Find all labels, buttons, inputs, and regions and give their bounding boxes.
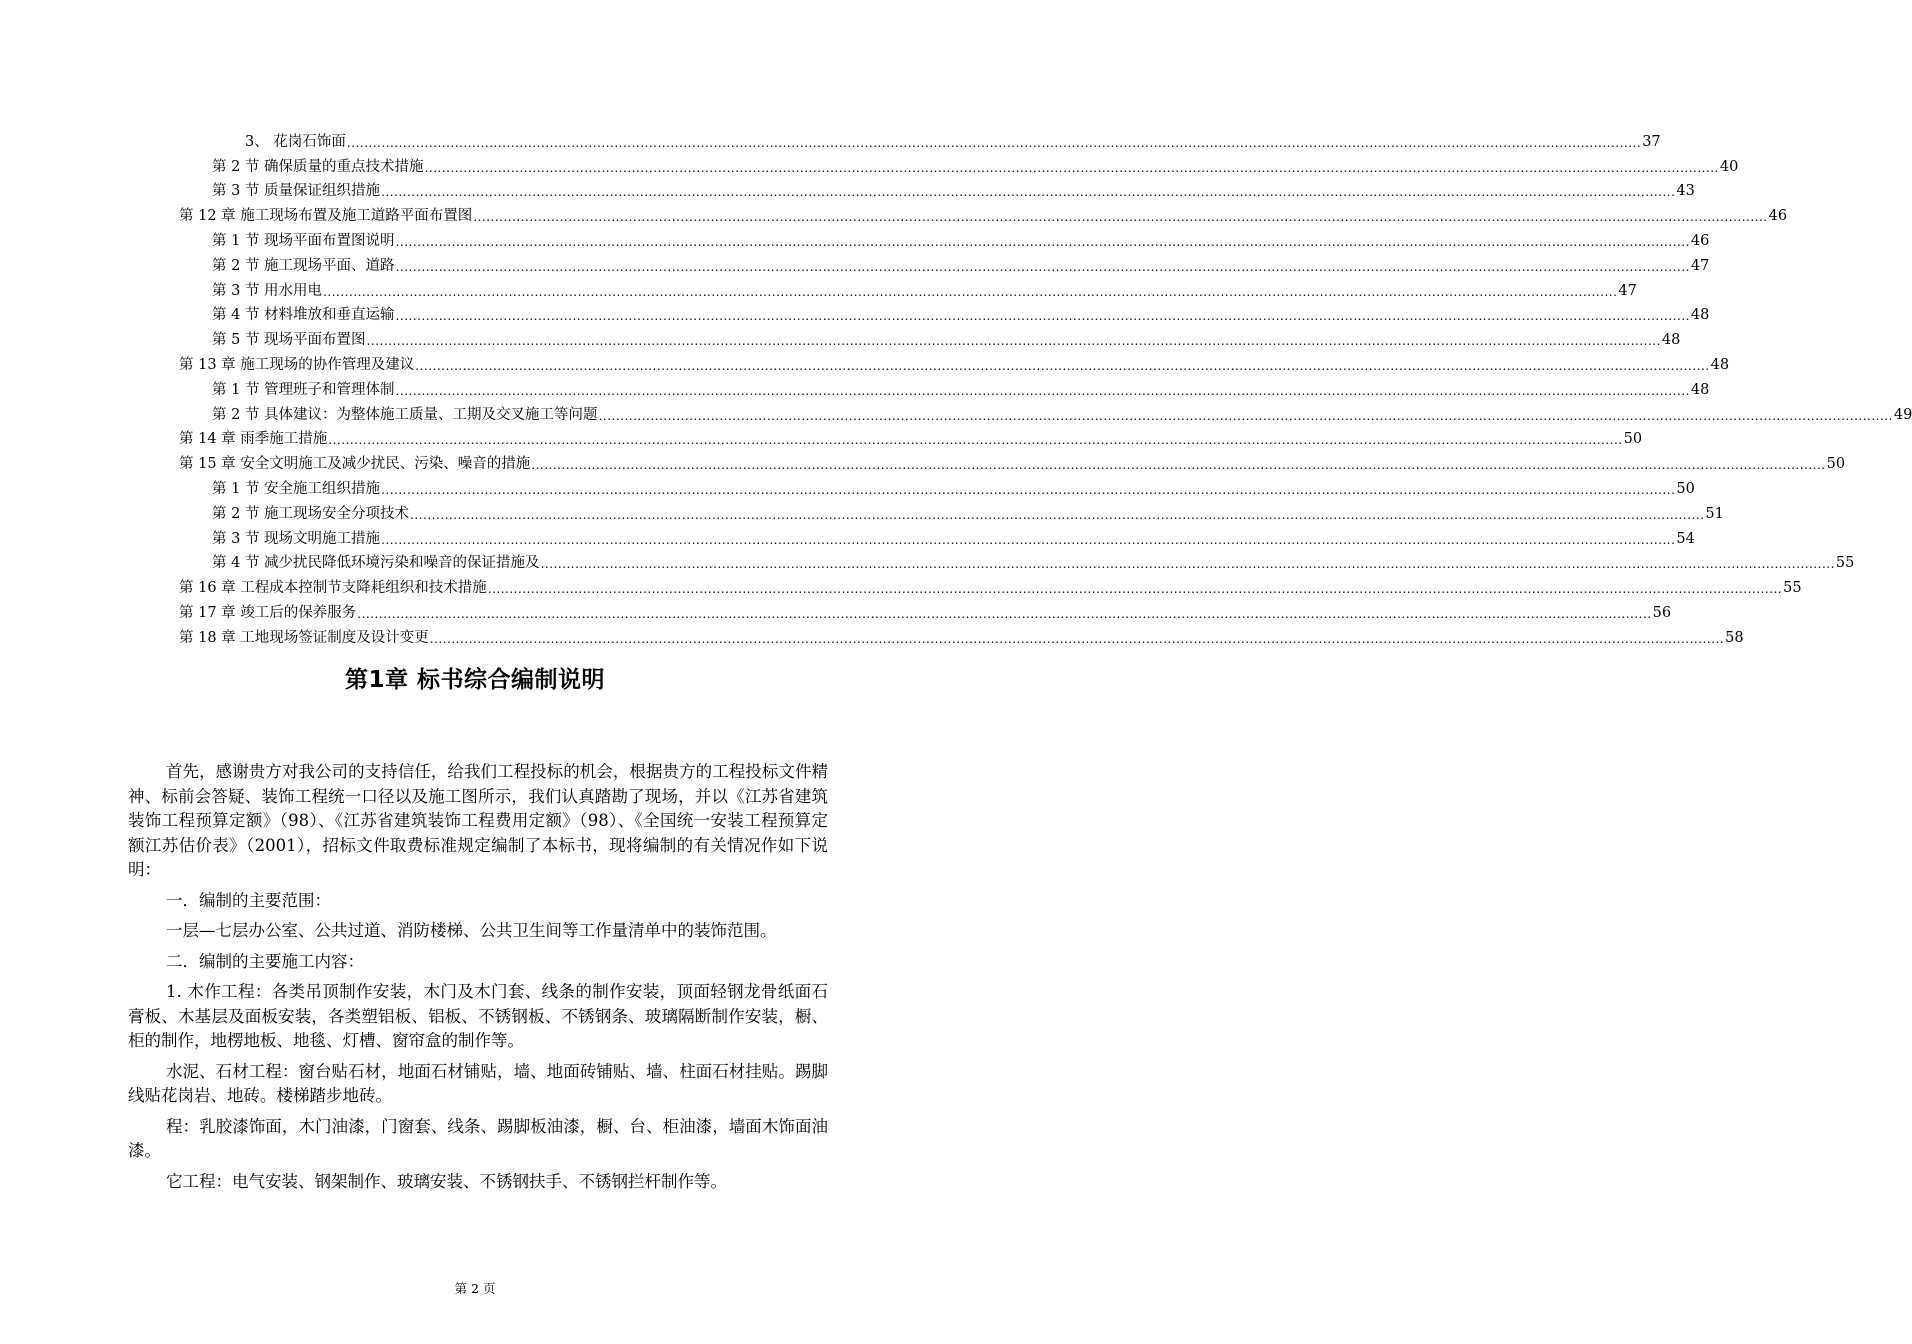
toc-entry-page: 49 <box>1893 406 1912 423</box>
toc-leader-dots: ............................................................................................................................................................................................................................................................................................................ <box>424 160 1719 175</box>
toc-leader-dots: ............................................................................................................................................................................................................................................................................................................ <box>366 334 1661 349</box>
toc-leader-dots: ............................................................................................................................................................................................................................................................................................................ <box>381 482 1676 497</box>
toc-leader-dots: ............................................................................................................................................................................................................................................................................................................ <box>395 234 1690 249</box>
toc-leader-dots: ............................................................................................................................................................................................................................................................................................................ <box>381 532 1676 547</box>
toc-leader-dots: ............................................................................................................................................................................................................................................................................................................ <box>346 135 1642 150</box>
toc-entry-title: 第 4 节 减少扰民降低环境污染和噪音的保证措施及 <box>212 555 540 572</box>
toc-entry-title: 第 16 章 工程成本控制节支降耗组织和技术措施 <box>179 580 487 597</box>
toc-entry-title: 第 3 节 用水用电 <box>212 282 323 299</box>
toc-entry[interactable] <box>0 572 1802 597</box>
toc-entry-page: 50 <box>1676 480 1695 497</box>
toc-entry[interactable] <box>0 448 1846 473</box>
toc-entry[interactable] <box>0 597 1672 622</box>
toc-entry-page: 56 <box>1652 604 1672 621</box>
toc-leader-dots: ............................................................................................................................................................................................................................................................................................................ <box>395 309 1690 324</box>
toc-leader-dots: ............................................................................................................................................................................................................................................................................................................ <box>323 284 1618 299</box>
stone-paragraph: 水泥、石材工程：窗台贴石材，地面石材铺贴，墙、地面砖铺贴、墙、柱面石材挂贴。踢脚线贴花岗岩、地砖。楼梯踏步地砖。 <box>128 1061 828 1105</box>
document-body <box>128 760 828 1194</box>
toc-leader-dots: ............................................................................................................................................................................................................................................................................................................ <box>381 185 1676 200</box>
toc-entry[interactable] <box>0 498 1724 523</box>
toc-leader-dots: ............................................................................................................................................................................................................................................................................................................ <box>328 433 1623 448</box>
toc-leader-dots: ............................................................................................................................................................................................................................................................................................................ <box>395 259 1690 274</box>
toc-entry-title: 第 3 节 现场文明施工措施 <box>212 530 381 547</box>
woodwork-paragraph: 1. 木作工程：各类吊顶制作安装，木门及木门套、线条的制作安装，顶面轻钢龙骨纸面石膏板、木基层及面板安装，各类塑铝板、铝板、不锈钢板、不锈钢条、玻璃隔断制作安装，橱、柜的制作，地楞地板、地毯、灯槽、窗帘盒的制作等。 <box>128 982 828 1050</box>
scope-paragraph: 一层—七层办公室、公共过道、消防楼梯、公共卫生间等工作量清单中的装饰范围。 <box>166 921 777 940</box>
toc-leader-dots: ............................................................................................................................................................................................................................................................................................................ <box>357 606 1652 621</box>
toc-entry[interactable] <box>0 176 1695 201</box>
toc-entry[interactable] <box>0 225 1710 250</box>
toc-leader-dots: ............................................................................................................................................................................................................................................................................................................ <box>429 631 1725 646</box>
other-paragraph: 它工程：电气安装、钢架制作、玻璃安装、不锈钢扶手、不锈钢拦杆制作等。 <box>166 1171 727 1191</box>
toc-entry-title: 第 5 节 现场平面布置图 <box>212 332 366 349</box>
toc-entry-title: 第 14 章 雨季施工措施 <box>179 431 328 448</box>
toc-entry-title: 第 2 节 施工现场安全分项技术 <box>212 505 410 522</box>
toc-entry[interactable] <box>0 399 1912 424</box>
toc-entry-title: 第 18 章 工地现场签证制度及设计变更 <box>179 629 429 646</box>
toc-entry-page: 51 <box>1705 505 1724 522</box>
toc-entry-title: 第 12 章 施工现场布置及施工道路平面布置图 <box>179 208 473 225</box>
toc-leader-dots: ............................................................................................................................................................................................................................................................................................................ <box>531 458 1826 473</box>
toc-entry[interactable] <box>0 473 1695 498</box>
toc-entry-page: 55 <box>1835 555 1855 572</box>
toc-entry-page: 50 <box>1623 431 1643 448</box>
toc-leader-dots: ............................................................................................................................................................................................................................................................................................................ <box>598 408 1893 423</box>
toc-entry-page: 50 <box>1826 456 1846 473</box>
toc-entry-title: 第 17 章 竣工后的保养服务 <box>179 604 357 621</box>
content-heading: 二．编制的主要施工内容： <box>166 951 364 971</box>
table-of-contents <box>0 126 1912 647</box>
page-number: 第 2 页 <box>454 1281 496 1296</box>
toc-entry-title: 第 1 节 管理班子和管理体制 <box>212 381 395 398</box>
toc-leader-dots: ............................................................................................................................................................................................................................................................................................................ <box>473 210 1768 225</box>
toc-entry-page: 47 <box>1690 257 1710 274</box>
toc-entry-page: 37 <box>1642 133 1661 150</box>
chapter-title: 第1章 标书综合编制说明 <box>344 667 605 693</box>
toc-entry-title: 第 13 章 施工现场的协作管理及建议 <box>179 356 415 373</box>
toc-entry-title: 第 3 节 质量保证组织措施 <box>212 183 381 200</box>
toc-entry-title: 3、 花岗石饰面 <box>245 133 346 150</box>
toc-leader-dots: ............................................................................................................................................................................................................................................................................................................ <box>540 557 1835 572</box>
toc-entry[interactable] <box>0 275 1637 300</box>
toc-entry[interactable] <box>0 374 1710 399</box>
toc-entry-title: 第 1 节 现场平面布置图说明 <box>212 232 395 249</box>
toc-entry-page: 48 <box>1690 381 1710 398</box>
toc-entry[interactable] <box>0 424 1643 449</box>
toc-entry-page: 46 <box>1690 232 1710 249</box>
toc-entry[interactable] <box>0 523 1695 548</box>
toc-leader-dots: ............................................................................................................................................................................................................................................................................................................ <box>487 582 1783 597</box>
toc-entry[interactable] <box>0 151 1739 176</box>
toc-entry-page: 48 <box>1710 356 1730 373</box>
toc-entry-page: 48 <box>1661 332 1681 349</box>
toc-entry-title: 第 2 节 具体建议：为整体施工质量、工期及交叉施工等问题 <box>212 406 598 423</box>
toc-entry[interactable] <box>0 622 1744 647</box>
toc-entry-page: 47 <box>1618 282 1637 299</box>
toc-entry-page: 46 <box>1768 208 1788 225</box>
toc-entry-title: 第 15 章 安全文明施工及减少扰民、污染、噪音的措施 <box>179 456 531 473</box>
toc-leader-dots: ............................................................................................................................................................................................................................................................................................................ <box>395 383 1690 398</box>
toc-entry-page: 55 <box>1783 580 1802 597</box>
toc-entry[interactable] <box>0 126 1661 151</box>
toc-entry[interactable] <box>0 200 1788 225</box>
intro-paragraph: 首先，感谢贵方对我公司的支持信任，给我们工程投标的机会，根据贵方的工程投标文件精神、标前会答疑、装饰工程统一口径以及施工图所示，我们认真踏勘了现场，并以《江苏省建筑装饰工程预算定额》（98）、《江苏省建筑装饰工程费用定额》（98）、《全国统一安装工程预算定额江苏估价表》（2001），招标文件取费标准规定编制了本标书，现将编制的有关情况作如下说明： <box>128 762 828 879</box>
toc-entry-page: 40 <box>1719 158 1739 175</box>
toc-entry[interactable] <box>0 324 1681 349</box>
toc-entry-page: 58 <box>1725 629 1744 646</box>
toc-entry-page: 54 <box>1676 530 1695 547</box>
toc-leader-dots: ............................................................................................................................................................................................................................................................................................................ <box>415 358 1710 373</box>
toc-entry-title: 第 2 节 施工现场平面、道路 <box>212 257 395 274</box>
toc-entry[interactable] <box>0 300 1710 325</box>
toc-entry[interactable] <box>0 250 1710 275</box>
toc-entry-page: 43 <box>1676 183 1695 200</box>
toc-entry-title: 第 1 节 安全施工组织措施 <box>212 480 381 497</box>
toc-entry[interactable] <box>0 548 1855 573</box>
toc-leader-dots: ............................................................................................................................................................................................................................................................................................................ <box>410 507 1705 522</box>
toc-entry-title: 第 4 节 材料堆放和垂直运输 <box>212 307 395 324</box>
paint-paragraph: 程：乳胶漆饰面，木门油漆，门窗套、线条、踢脚板油漆，橱、台、柜油漆，墙面木饰面油漆。 <box>128 1116 828 1160</box>
toc-entry-page: 48 <box>1690 307 1710 324</box>
toc-entry[interactable] <box>0 349 1730 374</box>
toc-entry-title: 第 2 节 确保质量的重点技术措施 <box>212 158 424 175</box>
scope-heading: 一．编制的主要范围： <box>166 890 331 910</box>
